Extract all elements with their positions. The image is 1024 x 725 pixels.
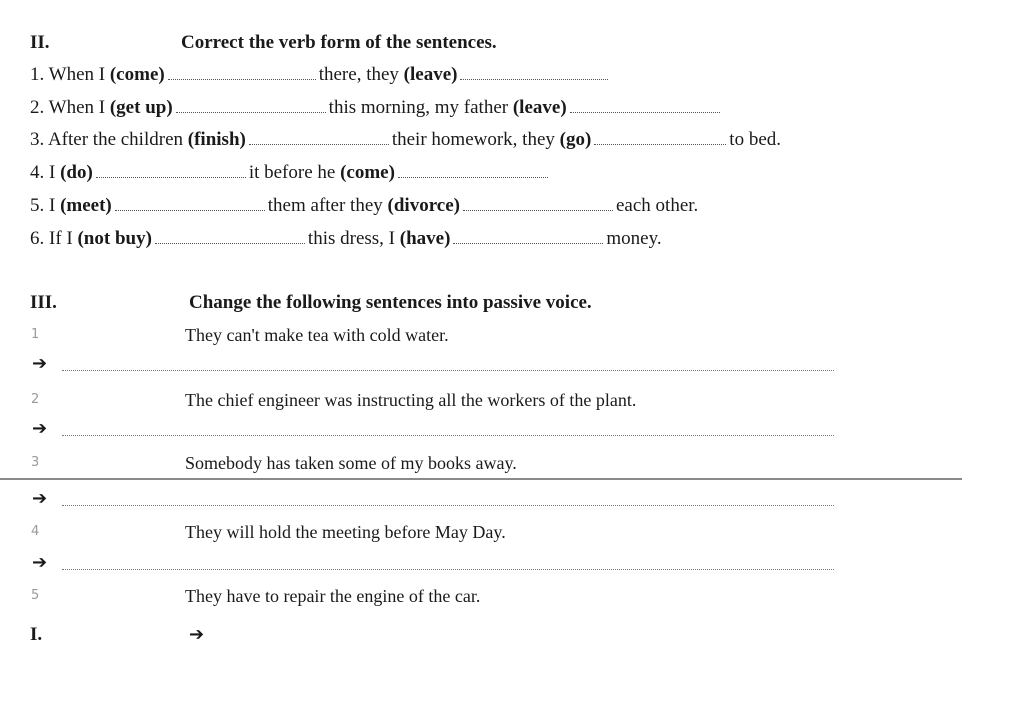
arrow-right-icon: ➔ [32,552,48,573]
section-2-heading: Correct the verb form of the sentences. [181,32,497,53]
answer-line[interactable] [62,370,834,371]
item-number: 5 [31,588,40,603]
page-divider [0,478,962,480]
arrow-right-icon: ➔ [32,353,48,374]
section-3-numeral: III. [30,292,57,313]
item-number: 2 [31,392,40,407]
passive-sentence: Somebody has taken some of my books away. [185,453,517,473]
exercise-item: 6. If I (not buy) this dress, I (have) money. [30,228,662,249]
answer-blank[interactable] [249,129,389,145]
answer-blank[interactable] [594,129,726,145]
exercise-item: 4. I (do) it before he (come) [30,162,551,184]
answer-blank[interactable] [155,228,305,244]
section-3-heading: Change the following sentences into passive voice. [189,292,592,313]
arrow-right-icon: ➔ [189,624,205,645]
passive-sentence: They have to repair the engine of the car. [185,586,481,606]
exercise-item: 3. After the children (finish) their homework, they (go) to bed. [30,129,782,150]
item-number: 4 [31,524,40,539]
item-number: 3 [31,455,40,470]
arrow-right-icon: ➔ [32,418,48,439]
answer-blank[interactable] [115,195,265,211]
passive-sentence: They can't make tea with cold water. [185,325,449,345]
passive-sentence: The chief engineer was instructing all the workers of the plant. [185,390,637,410]
section-2-numeral: II. [30,32,50,53]
answer-blank[interactable] [453,228,603,244]
exercise-item: 1. When I (come) there, they (leave) [30,64,611,86]
answer-line[interactable] [62,505,834,506]
answer-line[interactable] [62,569,834,570]
section-1-numeral: I. [30,624,43,645]
answer-blank[interactable] [570,97,720,113]
arrow-right-icon: ➔ [32,488,48,509]
answer-blank[interactable] [96,162,246,178]
passive-sentence: They will hold the meeting before May Day. [185,522,506,542]
answer-blank[interactable] [168,64,316,80]
exercise-item: 5. I (meet) them after they (divorce) each other. [30,195,699,216]
answer-blank[interactable] [463,195,613,211]
item-number: 1 [31,327,40,342]
answer-blank[interactable] [460,64,608,80]
answer-blank[interactable] [176,97,326,113]
exercise-item: 2. When I (get up) this morning, my father (leave) [30,97,723,119]
answer-line[interactable] [62,435,834,436]
answer-blank[interactable] [398,162,548,178]
